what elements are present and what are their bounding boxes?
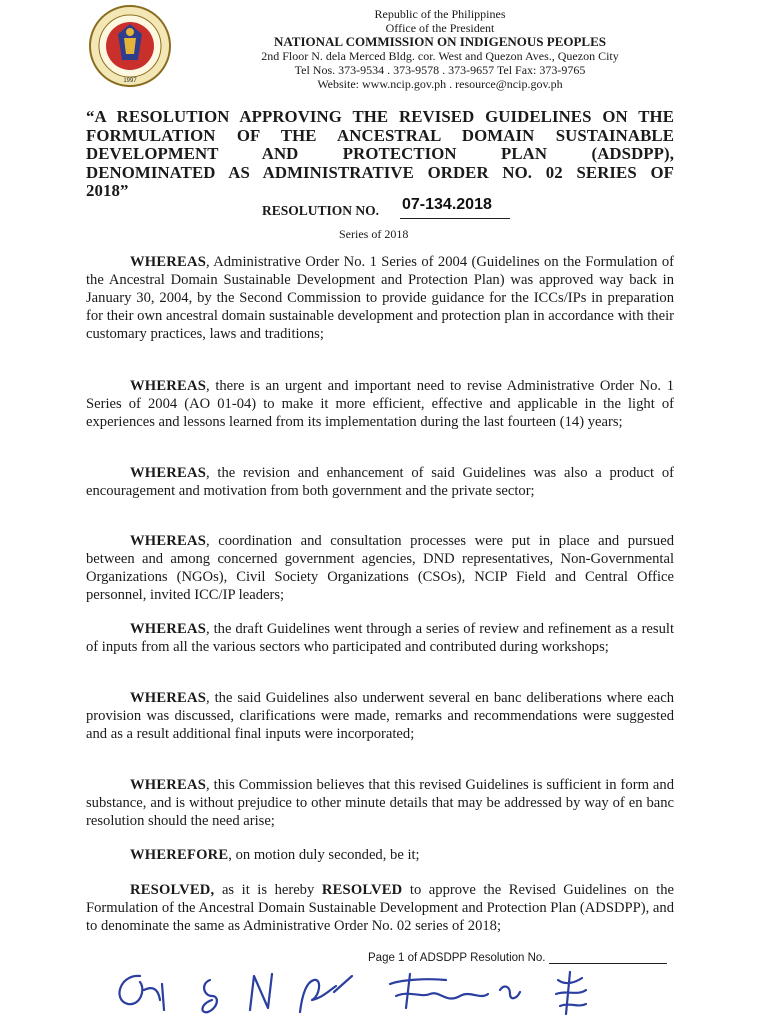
title-line: 2018” bbox=[86, 181, 129, 200]
letterhead-agency: NATIONAL COMMISSION ON INDIGENOUS PEOPLES bbox=[273, 34, 607, 49]
resolution-series: Series of 2018 bbox=[339, 227, 409, 241]
resolution-number-underline bbox=[400, 218, 510, 219]
letterhead-telephone: Tel Nos. 373-9534 . 373-9578 . 373-9657 Tel Fax: 373-9765 bbox=[294, 63, 586, 77]
letterhead-address: 2nd Floor N. dela Merced Bldg. cor. West and Quezon Aves., Quezon City bbox=[261, 49, 619, 63]
footer-text: Page 1 of ADSDPP Resolution No. bbox=[368, 952, 546, 964]
letterhead-office: Office of the President bbox=[385, 21, 495, 35]
whereas-paragraph: WHEREAS, the said Guidelines also underwent several en banc deliberations where each provision was discussed, clarifications were made, remarks and recommendations were suggested and as a result additional final inputs were incorporated; bbox=[86, 690, 674, 742]
whereas-paragraph: WHEREAS, Administrative Order No. 1 Series of 2004 (Guidelines on the Formulation of the Ancestral Domain Sustainable Development and Protection Plan) was approved way back in January 30, 2004, by the Second Commission to provide guidance for the ICCs/IPs in preparation for their own ancestral domain sustainable development and protection plan in accordance with their customary practices, laws and traditions; bbox=[86, 254, 674, 342]
whereas-paragraph: WHEREAS, coordination and consultation processes were put in place and pursued between and among concerned government agencies, DND representatives, Non-Governmental Organizations (NGOs), Civil Society Organizations (CSOs), NCIP Field and Central Office personnel, invited ICC/IP leaders; bbox=[86, 533, 674, 603]
title-line: “A RESOLUTION APPROVING THE REVISED GUIDELINES ON THE bbox=[86, 107, 674, 126]
letterhead-website: Website: www.ncip.gov.ph . resource@ncip.gov.ph bbox=[317, 77, 563, 91]
wherefore-paragraph: WHEREFORE, on motion duly seconded, be it; bbox=[130, 847, 420, 863]
resolution-number-label: RESOLUTION NO. bbox=[262, 203, 380, 218]
handwritten-initials-icon bbox=[100, 960, 660, 1024]
whereas-paragraph: WHEREAS, there is an urgent and important need to revise Administrative Order No. 1 Series of 2004 (AO 01-04) to make it more efficient, effective and applicable in the light of experiences and lessons learned from its implementation during the last fourteen (14) years; bbox=[86, 378, 674, 430]
title-line: DEVELOPMENT AND PROTECTION PLAN (ADSDPP), bbox=[86, 144, 674, 163]
whereas-paragraph: WHEREAS, the revision and enhancement of said Guidelines was also a product of encouragement and motivation from both government and the private sector; bbox=[86, 465, 674, 499]
title-line: FORMULATION OF THE ANCESTRAL DOMAIN SUSTAINABLE bbox=[86, 125, 674, 145]
resolved-paragraph: RESOLVED, as it is hereby RESOLVED to approve the Revised Guidelines on the Formulation of the Ancestral Domain Sustainable Development and Protection Plan (ADSDPP), and to denominate the same as Administrative Order No. 02 series of 2018; bbox=[86, 882, 675, 934]
title-line: DENOMINATED AS ADMINISTRATIVE ORDER NO. 02 SERIES OF bbox=[86, 162, 674, 182]
letterhead-republic: Republic of the Philippines bbox=[374, 7, 506, 21]
resolution-title bbox=[86, 108, 674, 201]
resolution-number: 07-134.2018 bbox=[402, 196, 492, 213]
letterhead bbox=[160, 7, 720, 91]
whereas-paragraph: WHEREAS, this Commission believes that this revised Guidelines is sufficient in form and substance, and is without prejudice to other minute details that may be addressed by way of en banc resolution should the need arise; bbox=[86, 777, 674, 829]
whereas-paragraph: WHEREAS, the draft Guidelines went through a series of review and refinement as a result of inputs from all the various sectors who participated and contributed during workshops; bbox=[86, 621, 674, 655]
resolution-number-block bbox=[262, 196, 492, 219]
seal-year: 1997 bbox=[123, 78, 137, 84]
